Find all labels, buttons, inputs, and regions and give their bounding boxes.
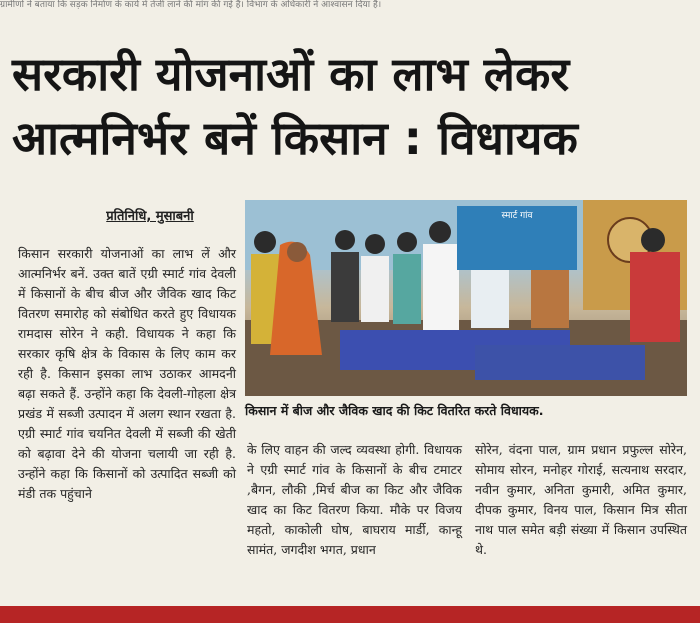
news-photo — [245, 200, 687, 396]
article-text: किसान सरकारी योजनाओं का लाभ लें और आत्मनिर्भर बनें. उक्त बातें एग्री स्मार्ट गांव देवली में किसानों के बीच बीज और जैविक खाद किट वितरण समारोह को संबोधित करते हुए विधायक रामदास सोरेन ने कही. विधायक ने कहा कि सरकार कृषि क्षेत्र के विकास के लिए काम कर रही है. किसान इसका लाभ उठाकर आमदनी बढ़ा सकते हैं. उन्होंने कहा कि देवली-गोहला क्षेत्र प्रखंड में सब्जी उत्पादन में अलग स्थान रखता है. एग्री स्मार्ट गांव चयनित देवली में सब्जी की खेती को बढ़ावा देने की योजना चलायी जा रही है. उन्होंने कहा कि किसानों को उत्पादित सब्जी को मंडी तक पहुंचाने — [18, 246, 236, 501]
article-column-1 — [18, 244, 236, 504]
article-column-2 — [247, 440, 462, 560]
headline — [12, 42, 692, 170]
article-text: के लिए वाहन की जल्द व्यवस्था होगी. विधायक ने एग्री स्मार्ट गांव के किसानों के बीच टमाटर ,बैगन, लौकी ,मिर्च बीज का किट और जैविक खाद का किट वितरण किया. मौके पर विजय महतो, काकोली घोष, बाघराय मार्डी, कान्हू सामंत, जगदीश भगत, प्रधान — [247, 442, 462, 557]
bottom-divider — [0, 606, 700, 623]
headline-line-1: सरकारी योजनाओं का लाभ लेकर — [12, 47, 570, 101]
photo-banner: स्मार्ट गांव — [457, 206, 577, 270]
headline-line-2: आत्मनिर्भर बनें किसान : विधायक — [12, 111, 578, 165]
previous-article-strip: ग्रामीणों ने बताया कि सड़क निर्माण के कार्य में तेजी लाने की मांग की गई है। विभाग के अधिकारी ने आश्वासन दिया है। — [0, 0, 382, 10]
byline: प्रतिनिधि, मुसाबनी — [106, 209, 194, 224]
article-text: सोरेन, वंदना पाल, ग्राम प्रधान प्रफुल्ल सोरेन, सोमाय सोरन, मनोहर गोराई, सत्यनाथ सरदार, नवीन कुमार, अनिता कुमारी, अमित कुमार, दीपक कुमार, विनय पाल, किसान मित्र सीता नाथ पाल समेत बड़ी संख्या में किसान उपस्थित थे. — [475, 442, 687, 557]
article-column-3 — [475, 440, 687, 560]
photo-caption: किसान में बीज और जैविक खाद की किट वितरित करते विधायक. — [245, 403, 544, 418]
